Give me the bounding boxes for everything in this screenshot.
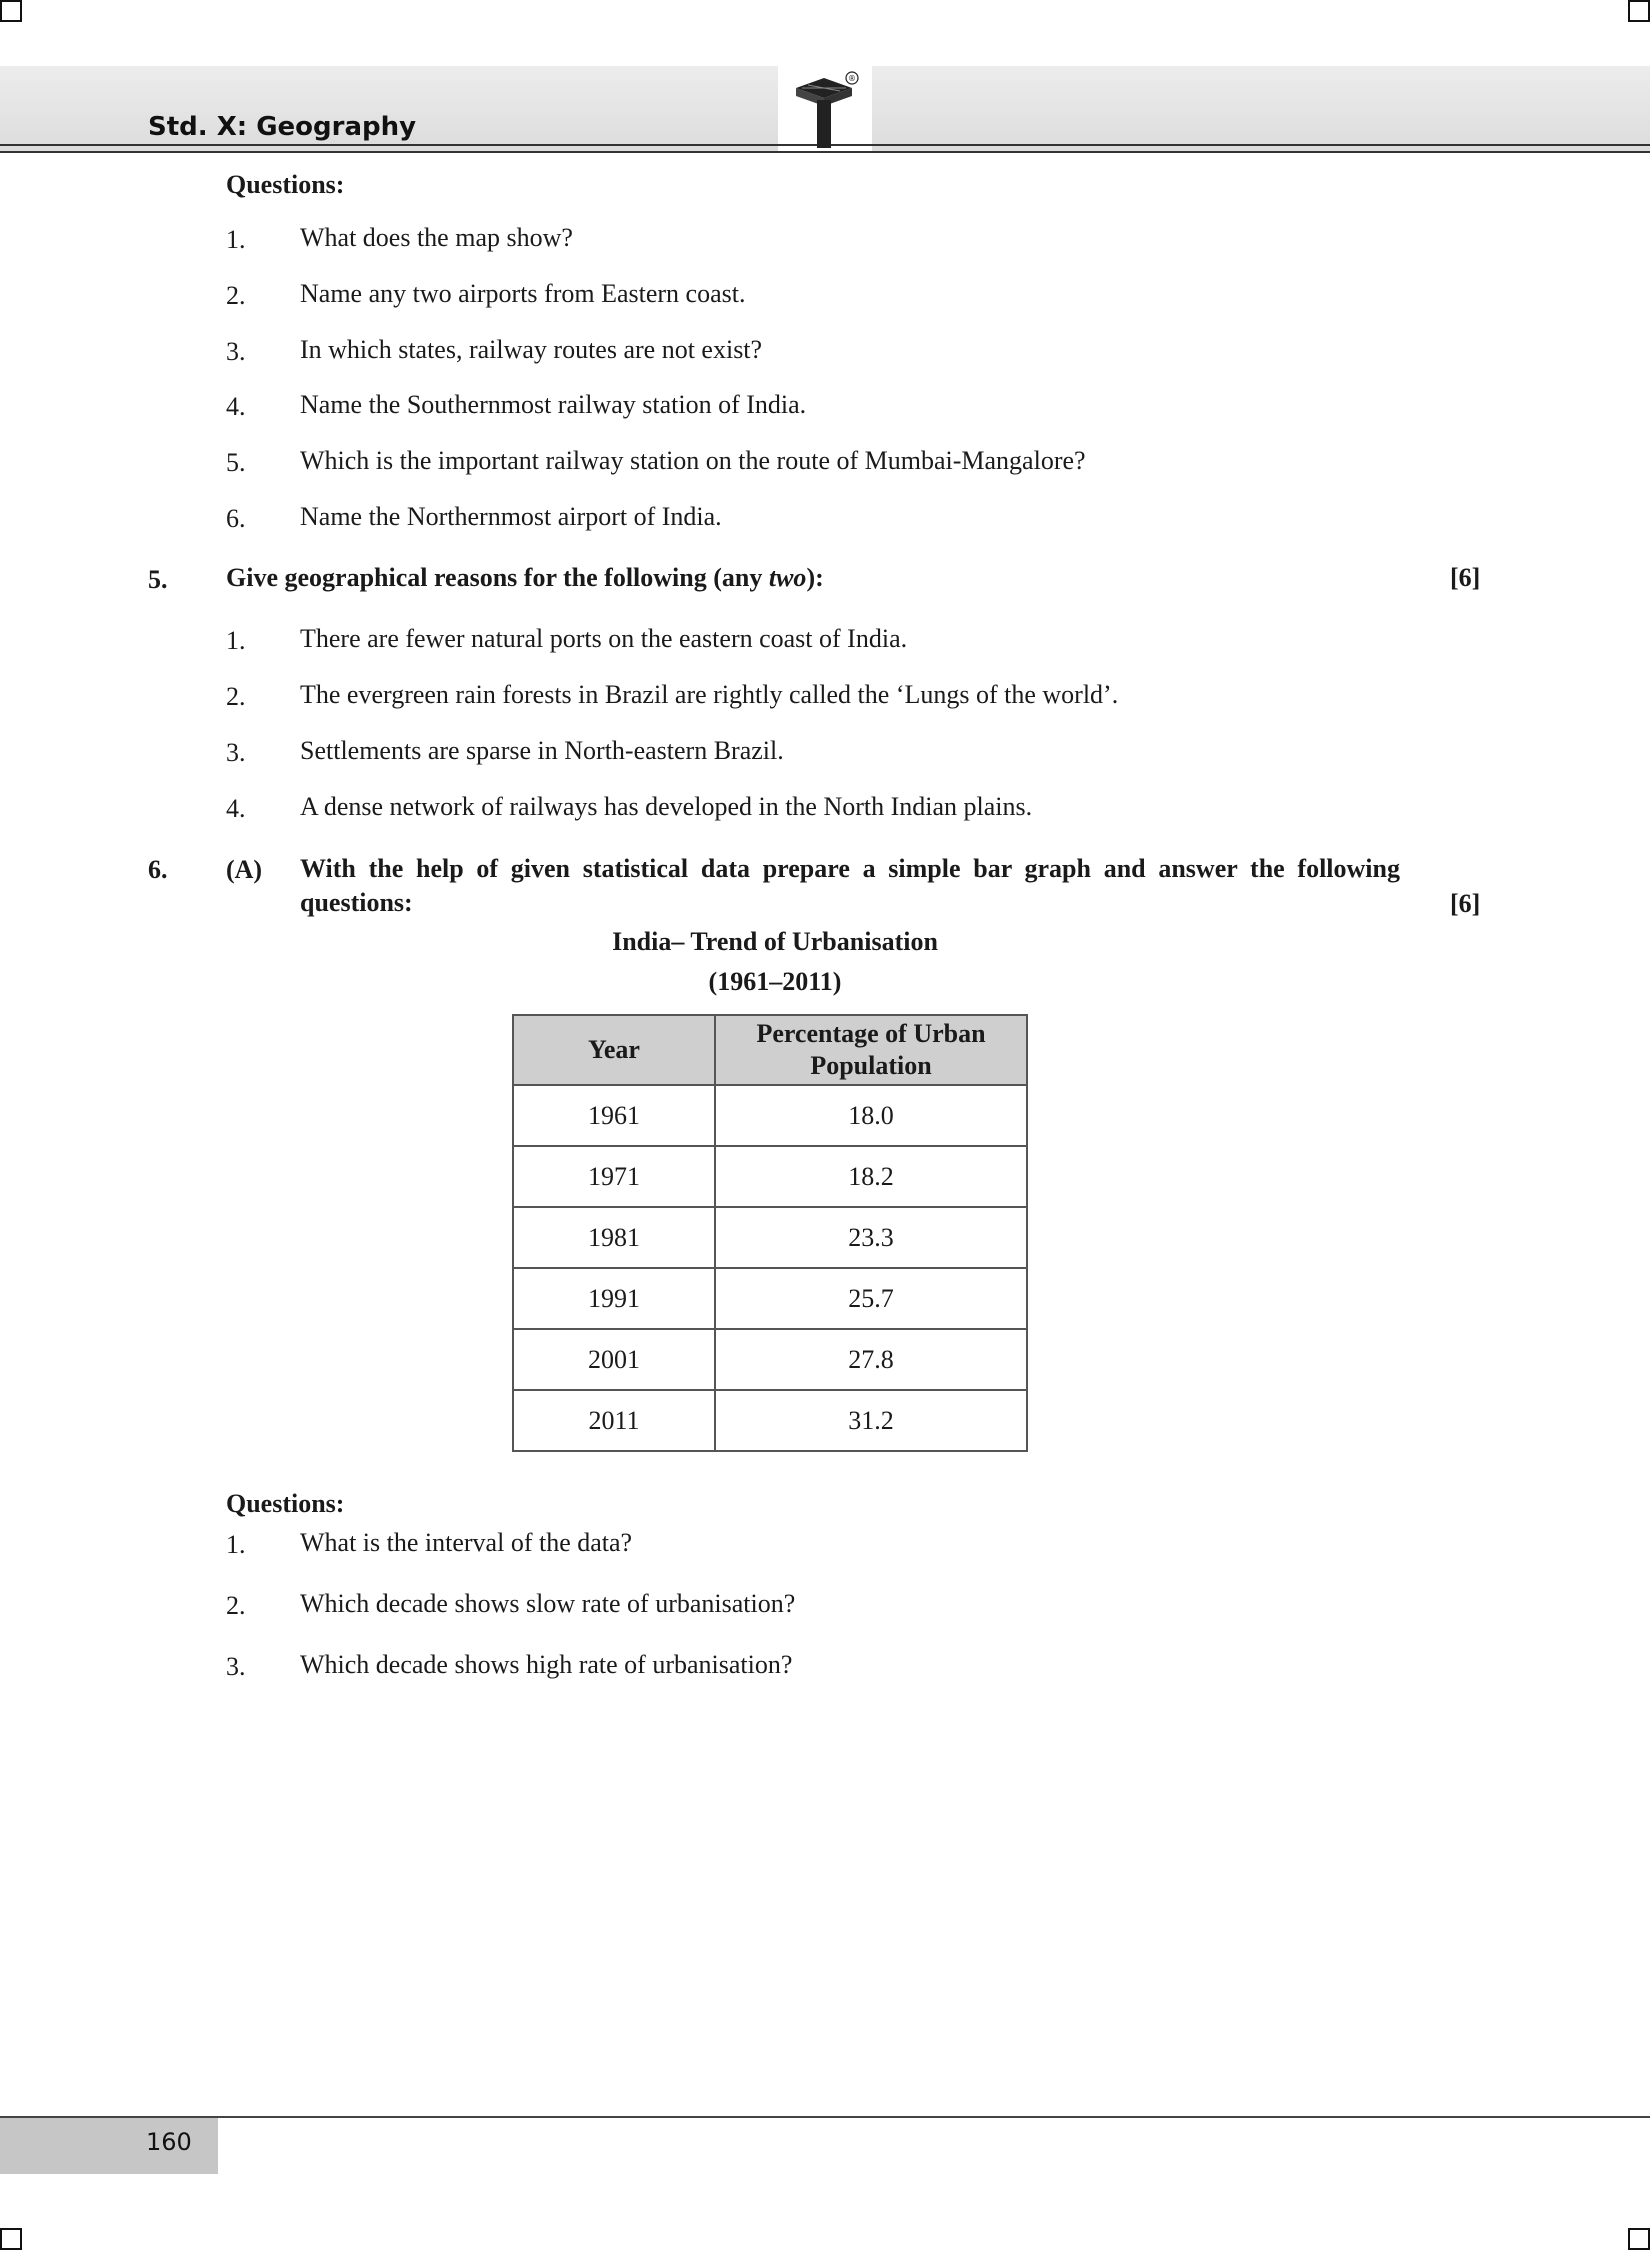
year-cell: 1981 [513,1207,715,1268]
question-text: What is the interval of the data? [300,1528,633,1557]
q5-heading [226,563,824,593]
item-number: 5. [226,448,246,477]
table-row [513,1085,1027,1146]
question-number: 6. [148,855,168,884]
reason-text: There are fewer natural ports on the eastern coast of India. [300,624,908,653]
page-number: 160 [146,2128,192,2156]
table-header-row [513,1015,1027,1085]
percentage-cell: 18.0 [715,1085,1027,1146]
reason-text: Settlements are sparse in North-eastern Brazil. [300,736,784,765]
q5-heading-italic: two [768,563,807,592]
crop-mark-top-left [0,0,22,22]
item-number: 3. [226,1652,246,1681]
item-number: 3. [226,337,246,366]
table-row [513,1268,1027,1329]
table-row [513,1207,1027,1268]
registered-mark: ® [848,74,856,83]
marks-label: [6] [1450,563,1481,592]
item-number: 1. [226,225,246,254]
crop-mark-bottom-left [0,2228,22,2250]
question-text: Name the Southernmost railway station of India. [300,390,807,419]
urbanisation-table [512,1014,1028,1452]
crop-mark-bottom-right [1628,2228,1650,2250]
item-number: 2. [226,682,246,711]
page-header-title: Std. X: Geography [148,112,417,142]
question-text: In which states, railway routes are not exist? [300,335,763,364]
item-number: 3. [226,738,246,767]
percentage-cell: 27.8 [715,1329,1027,1390]
questions-heading: Questions: [226,1489,345,1518]
column-header-year: Year [513,1015,715,1085]
questions-heading: Questions: [226,170,345,199]
percentage-cell: 23.3 [715,1207,1027,1268]
year-cell: 1971 [513,1146,715,1207]
question-text: Name the Northernmost airport of India. [300,502,722,531]
year-cell: 1961 [513,1085,715,1146]
question-number: 5. [148,565,168,594]
table-title: India– Trend of Urbanisation [612,927,938,956]
item-number: 4. [226,794,246,823]
q5-heading-part: ): [806,563,824,592]
table-row [513,1146,1027,1207]
question-text: What does the map show? [300,223,573,252]
table-row [513,1390,1027,1451]
table-row [513,1329,1027,1390]
footer-rule [0,2116,1650,2118]
item-number: 6. [226,504,246,533]
publisher-t-logo-icon [788,70,860,154]
item-number: 1. [226,626,246,655]
item-number: 2. [226,281,246,310]
question-text: Which decade shows high rate of urbanisation? [300,1650,793,1679]
reason-text: A dense network of railways has developed in the North Indian plains. [300,792,1033,821]
header-band-right [872,66,1650,152]
reason-text: The evergreen rain forests in Brazil are rightly called the ‘Lungs of the world’. [300,680,1119,709]
year-cell: 1991 [513,1268,715,1329]
item-number: 2. [226,1591,246,1620]
percentage-cell: 18.2 [715,1146,1027,1207]
question-text: Which is the important railway station on the route of Mumbai-Mangalore? [300,446,1086,475]
year-cell: 2001 [513,1329,715,1390]
item-number: 4. [226,392,246,421]
marks-label: [6] [1450,889,1481,918]
publisher-logo [788,70,860,154]
question-part: (A) [226,855,263,884]
crop-mark-top-right [1628,0,1650,22]
percentage-cell: 31.2 [715,1390,1027,1451]
question-text: Name any two airports from Eastern coast. [300,279,746,308]
q5-heading-part: Give geographical reasons for the following (any [226,563,769,592]
item-number: 1. [226,1530,246,1559]
percentage-cell: 25.7 [715,1268,1027,1329]
table-subtitle: (1961–2011) [708,967,842,996]
q6-instruction: With the help of given statistical data prepare a simple bar graph and answer the following questions: [300,854,1400,917]
year-cell: 2011 [513,1390,715,1451]
column-header-percentage: Percentage of Urban Population [715,1015,1027,1085]
question-text: Which decade shows slow rate of urbanisation? [300,1589,796,1618]
